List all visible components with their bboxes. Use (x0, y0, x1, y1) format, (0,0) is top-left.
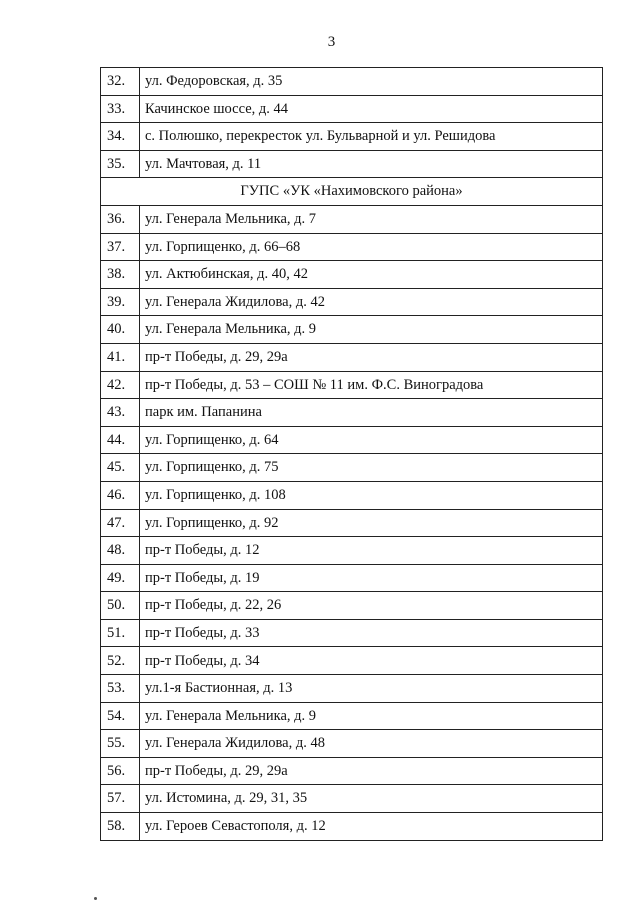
address-table (100, 67, 603, 841)
row-address: пр-т Победы, д. 29, 29а (140, 343, 603, 371)
row-number: 51. (101, 619, 140, 647)
row-number: 45. (101, 454, 140, 482)
row-address: ул. Генерала Мельника, д. 9 (140, 316, 603, 344)
table-row (101, 150, 603, 178)
row-address: ул. Горпищенко, д. 108 (140, 481, 603, 509)
address-table-body (101, 68, 603, 841)
row-number: 36. (101, 205, 140, 233)
row-address: с. Полюшко, перекресток ул. Бульварной и ул. Решидова (140, 123, 603, 151)
table-row (101, 592, 603, 620)
row-address: Качинское шоссе, д. 44 (140, 95, 603, 123)
table-row (101, 316, 603, 344)
row-address: пр-т Победы, д. 33 (140, 619, 603, 647)
row-number: 52. (101, 647, 140, 675)
table-row (101, 647, 603, 675)
table-row (101, 757, 603, 785)
row-address: парк им. Папанина (140, 399, 603, 427)
row-address: ул. Горпищенко, д. 92 (140, 509, 603, 537)
table-row (101, 205, 603, 233)
table-row (101, 371, 603, 399)
row-address: ул. Героев Севастополя, д. 12 (140, 813, 603, 841)
table-row (101, 730, 603, 758)
row-number: 50. (101, 592, 140, 620)
row-number: 41. (101, 343, 140, 371)
row-number: 57. (101, 785, 140, 813)
row-address: пр-т Победы, д. 12 (140, 537, 603, 565)
table-row (101, 481, 603, 509)
table-row (101, 813, 603, 841)
row-number: 48. (101, 537, 140, 565)
row-address: пр-т Победы, д. 53 – СОШ № 11 им. Ф.С. Виноградова (140, 371, 603, 399)
row-address: ул. Генерала Мельника, д. 7 (140, 205, 603, 233)
row-number: 32. (101, 68, 140, 96)
table-row (101, 123, 603, 151)
row-address: пр-т Победы, д. 29, 29а (140, 757, 603, 785)
row-number: 53. (101, 675, 140, 703)
table-row (101, 426, 603, 454)
scan-dot (94, 897, 97, 900)
row-number: 40. (101, 316, 140, 344)
table-row (101, 343, 603, 371)
row-address: ул. Генерала Мельника, д. 9 (140, 702, 603, 730)
table-row (101, 233, 603, 261)
row-address: ул. Актюбинская, д. 40, 42 (140, 261, 603, 289)
row-number: 46. (101, 481, 140, 509)
row-number: 58. (101, 813, 140, 841)
table-row (101, 785, 603, 813)
table-row (101, 537, 603, 565)
row-address: ул. Горпищенко, д. 75 (140, 454, 603, 482)
row-address: ул. Горпищенко, д. 66–68 (140, 233, 603, 261)
row-number: 55. (101, 730, 140, 758)
row-address: пр-т Победы, д. 22, 26 (140, 592, 603, 620)
row-address: ул. Истомина, д. 29, 31, 35 (140, 785, 603, 813)
row-number: 39. (101, 288, 140, 316)
row-number: 35. (101, 150, 140, 178)
table-row (101, 95, 603, 123)
table-row (101, 288, 603, 316)
row-number: 56. (101, 757, 140, 785)
section-heading-row (101, 178, 603, 206)
row-number: 38. (101, 261, 140, 289)
row-number: 49. (101, 564, 140, 592)
table-row (101, 261, 603, 289)
row-number: 54. (101, 702, 140, 730)
table-row (101, 454, 603, 482)
row-number: 44. (101, 426, 140, 454)
page-number: 3 (327, 34, 336, 50)
row-address: ул. Генерала Жидилова, д. 48 (140, 730, 603, 758)
table-row (101, 399, 603, 427)
table-row (101, 675, 603, 703)
table-row (101, 509, 603, 537)
row-address: ул. Мачтовая, д. 11 (140, 150, 603, 178)
row-number: 42. (101, 371, 140, 399)
row-number: 37. (101, 233, 140, 261)
row-address: ул. Горпищенко, д. 64 (140, 426, 603, 454)
row-number: 47. (101, 509, 140, 537)
section-heading: ГУПС «УК «Нахимовского района» (101, 178, 603, 206)
row-address: ул.1-я Бастионная, д. 13 (140, 675, 603, 703)
table-row (101, 68, 603, 96)
row-address: пр-т Победы, д. 34 (140, 647, 603, 675)
row-number: 34. (101, 123, 140, 151)
table-row (101, 619, 603, 647)
table-row (101, 564, 603, 592)
row-address: ул. Федоровская, д. 35 (140, 68, 603, 96)
row-address: ул. Генерала Жидилова, д. 42 (140, 288, 603, 316)
row-number: 43. (101, 399, 140, 427)
row-address: пр-т Победы, д. 19 (140, 564, 603, 592)
row-number: 33. (101, 95, 140, 123)
table-row (101, 702, 603, 730)
